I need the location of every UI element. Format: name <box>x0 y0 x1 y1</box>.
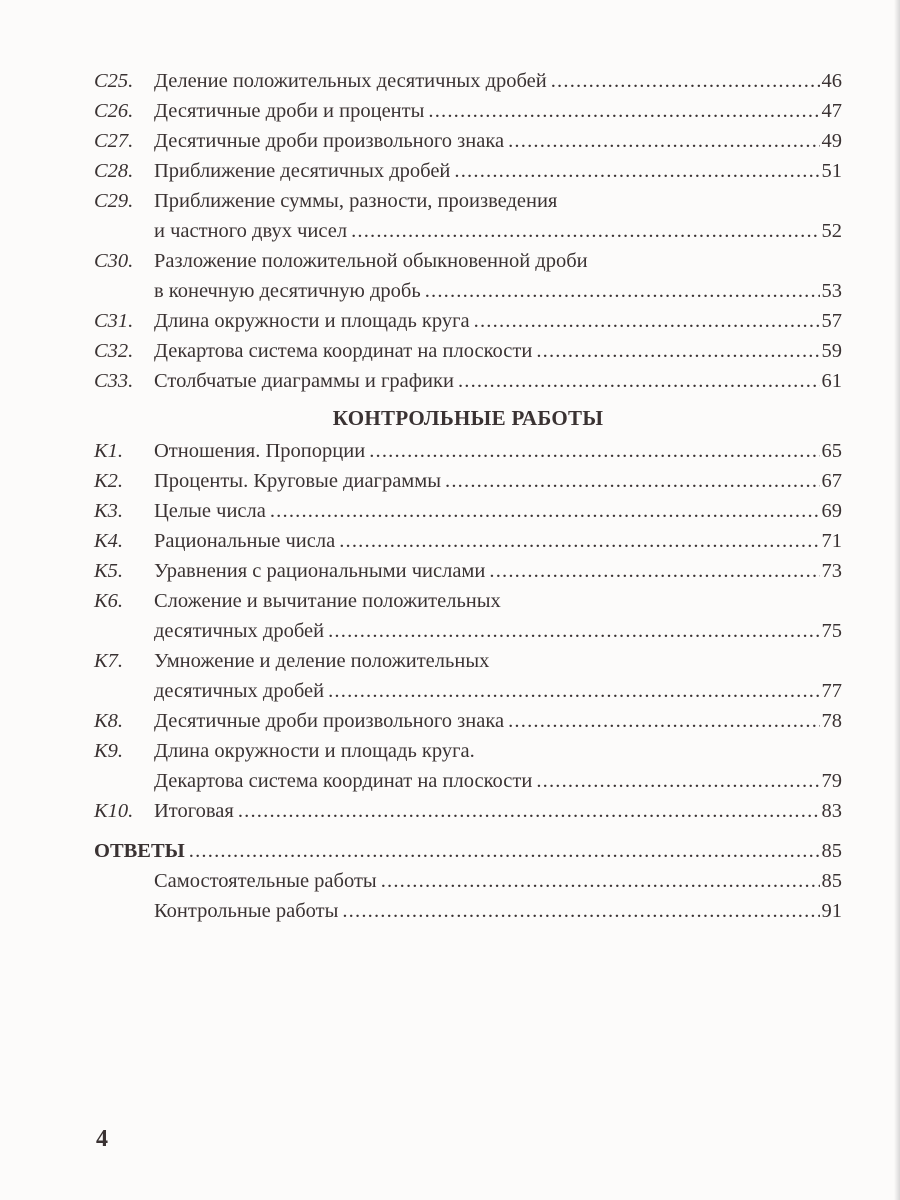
toc-entry[interactable] <box>94 586 842 646</box>
toc-entry-line <box>94 646 842 676</box>
entry-label: К1. <box>94 440 123 462</box>
toc-entry-line <box>94 66 842 96</box>
toc-entry-line <box>94 436 842 466</box>
entry-label: С27. <box>94 130 134 152</box>
toc-entry[interactable] <box>94 646 842 706</box>
entry-label: К6. <box>94 590 123 612</box>
toc-entry-line <box>94 586 842 616</box>
toc-entry-line <box>94 246 842 276</box>
entry-label: К10. <box>94 800 134 822</box>
entry-title: и частного двух чисел <box>154 220 348 242</box>
entry-title: Уравнения с рациональными числами <box>154 560 486 582</box>
toc-entry-line <box>94 336 842 366</box>
entry-title: Сложение и вычитание положительных <box>154 590 501 612</box>
dot-leader <box>536 336 819 366</box>
page-number-ref: 51 <box>821 160 842 182</box>
entry-title: десятичных дробей <box>154 680 325 702</box>
entry-title: Декартова система координат на плоскости <box>154 770 533 792</box>
toc-entry-answers-self-works[interactable] <box>94 866 842 896</box>
control-works-list <box>94 436 842 826</box>
page-number-ref: 57 <box>821 310 842 332</box>
dot-leader <box>270 496 820 526</box>
entry-title: Разложение положительной обыкновенной дроби <box>154 250 588 272</box>
page-number-ref: 46 <box>821 70 842 92</box>
table-of-contents <box>94 66 842 926</box>
page-number-ref: 53 <box>821 280 842 302</box>
entry-title: Длина окружности и площадь круга. <box>154 740 475 762</box>
toc-entry[interactable] <box>94 156 842 186</box>
page-number-ref: 69 <box>821 500 842 522</box>
entry-title: Целые числа <box>154 500 266 522</box>
toc-entry-line <box>94 796 842 826</box>
entry-label: С33. <box>94 370 134 392</box>
dot-leader <box>508 706 819 736</box>
page-number-ref: 77 <box>821 680 842 702</box>
page-number-ref: 52 <box>821 220 842 242</box>
page-number-ref: 78 <box>821 710 842 732</box>
toc-entry[interactable] <box>94 336 842 366</box>
entry-label: К4. <box>94 530 123 552</box>
dot-leader <box>458 366 820 396</box>
entry-label: К9. <box>94 740 123 762</box>
toc-entry-line <box>94 366 842 396</box>
entry-title: Деление положительных десятичных дробей <box>154 70 547 92</box>
page-number-ref: 85 <box>821 870 842 892</box>
entry-title: Контрольные работы <box>154 900 339 922</box>
entry-label: С31. <box>94 310 134 332</box>
answers-heading: ОТВЕТЫ <box>94 840 185 862</box>
toc-entry[interactable] <box>94 496 842 526</box>
page-number-ref: 49 <box>821 130 842 152</box>
toc-entry[interactable] <box>94 736 842 796</box>
entry-title: Приближение суммы, разности, произведения <box>154 190 558 212</box>
entry-label: К7. <box>94 650 123 672</box>
entry-title: Столбчатые диаграммы и графики <box>154 370 454 392</box>
dot-leader <box>425 276 820 306</box>
page-number: 4 <box>96 1126 108 1152</box>
entry-title: в конечную десятичную дробь <box>154 280 421 302</box>
entry-title: Самостоятельные работы <box>154 870 377 892</box>
entry-title: Итоговая <box>154 800 234 822</box>
entry-label: С26. <box>94 100 134 122</box>
entry-label: С32. <box>94 340 134 362</box>
entry-title: Отношения. Пропорции <box>154 440 366 462</box>
dot-leader <box>369 436 819 466</box>
toc-entry-line <box>94 526 842 556</box>
toc-entry[interactable] <box>94 706 842 736</box>
entry-title: Десятичные дроби произвольного знака <box>154 710 505 732</box>
entry-title: Длина окружности и площадь круга <box>154 310 470 332</box>
entry-title: Рациональные числа <box>154 530 336 552</box>
page-edge-shadow <box>894 0 900 1200</box>
page-number-ref: 65 <box>821 440 842 462</box>
dot-leader <box>328 676 819 706</box>
toc-entry[interactable] <box>94 366 842 396</box>
toc-entry[interactable] <box>94 526 842 556</box>
toc-entry-answers[interactable] <box>94 836 842 866</box>
toc-entry[interactable] <box>94 126 842 156</box>
entry-title: Приближение десятичных дробей <box>154 160 451 182</box>
dot-leader <box>536 766 819 796</box>
toc-entry-line <box>94 766 842 796</box>
dot-leader <box>428 96 819 126</box>
dot-leader <box>238 796 820 826</box>
toc-entry-line <box>94 96 842 126</box>
toc-entry[interactable] <box>94 246 842 306</box>
entry-label: С28. <box>94 160 134 182</box>
toc-entry[interactable] <box>94 796 842 826</box>
page-number-ref: 79 <box>821 770 842 792</box>
toc-entry[interactable] <box>94 66 842 96</box>
dot-leader <box>351 216 819 246</box>
entry-title: Умножение и деление положительных <box>154 650 490 672</box>
entry-title: Декартова система координат на плоскости <box>154 340 533 362</box>
dot-leader <box>339 526 819 556</box>
toc-entry[interactable] <box>94 96 842 126</box>
page-number-ref: 61 <box>821 370 842 392</box>
entry-label: С29. <box>94 190 134 212</box>
toc-entry-line <box>94 156 842 186</box>
page-number-ref: 73 <box>821 560 842 582</box>
toc-entry[interactable] <box>94 466 842 496</box>
section-heading-control-works: КОНТРОЛЬНЫЕ РАБОТЫ <box>332 406 604 430</box>
page-number-ref: 85 <box>821 840 842 862</box>
toc-entry-line <box>94 186 842 216</box>
entry-label: К8. <box>94 710 123 732</box>
toc-entry-line <box>94 736 842 766</box>
page-number-ref: 71 <box>821 530 842 552</box>
entry-title: Проценты. Круговые диаграммы <box>154 470 442 492</box>
toc-entry-line <box>94 496 842 526</box>
entry-label: К3. <box>94 500 123 522</box>
toc-entry[interactable] <box>94 436 842 466</box>
entry-title: Десятичные дроби и проценты <box>154 100 425 122</box>
page-number-ref: 59 <box>821 340 842 362</box>
toc-entry[interactable] <box>94 186 842 246</box>
dot-leader <box>445 466 819 496</box>
dot-leader <box>508 126 819 156</box>
page-number-ref: 91 <box>821 900 842 922</box>
toc-entry-line <box>94 676 842 706</box>
entry-label: С25. <box>94 70 134 92</box>
page-number-ref: 75 <box>821 620 842 642</box>
page-number-ref: 47 <box>821 100 842 122</box>
entry-label: С30. <box>94 250 134 272</box>
toc-entry-line <box>94 466 842 496</box>
toc-entry[interactable] <box>94 306 842 336</box>
entry-label: К5. <box>94 560 123 582</box>
dot-leader <box>328 616 819 646</box>
dot-leader <box>474 306 820 336</box>
page-number-ref: 67 <box>821 470 842 492</box>
toc-entry-answers-control-works[interactable] <box>94 896 842 926</box>
toc-entry-line <box>94 216 842 246</box>
dot-leader <box>189 836 820 866</box>
dot-leader <box>454 156 819 186</box>
dot-leader <box>551 66 820 96</box>
entry-title: десятичных дробей <box>154 620 325 642</box>
toc-entry-line <box>94 126 842 156</box>
dot-leader <box>342 896 819 926</box>
toc-entry-line <box>94 276 842 306</box>
answers-section <box>94 836 842 926</box>
toc-entry-line <box>94 306 842 336</box>
dot-leader <box>489 556 819 586</box>
toc-entry[interactable] <box>94 556 842 586</box>
dot-leader <box>381 866 820 896</box>
toc-entry-line <box>94 616 842 646</box>
toc-entry-line <box>94 706 842 736</box>
self-works-list <box>94 66 842 396</box>
entry-label: К2. <box>94 470 123 492</box>
toc-entry-line <box>94 556 842 586</box>
entry-title: Десятичные дроби произвольного знака <box>154 130 505 152</box>
page-number-ref: 83 <box>821 800 842 822</box>
